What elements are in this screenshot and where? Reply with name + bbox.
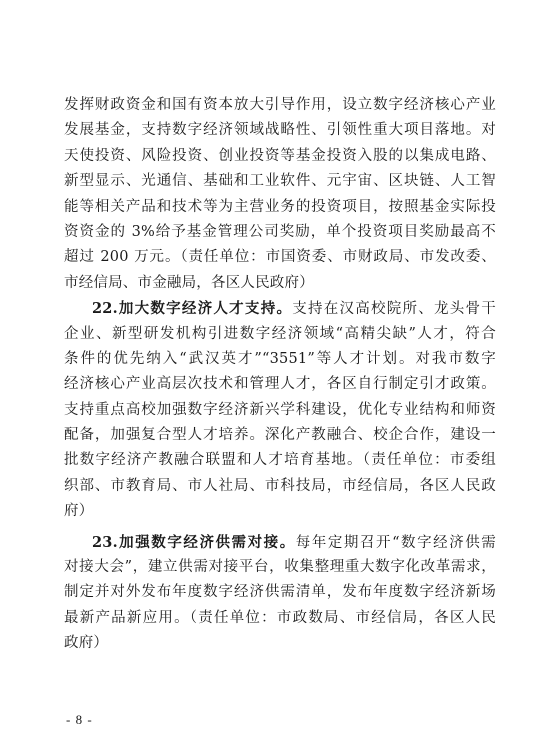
text-line: 对接大会”，建立供需对接平台，收集整理重大数字化改革需求， bbox=[64, 559, 496, 576]
item-text: 每年定期召开“数字经济供需 bbox=[295, 534, 497, 551]
text-line: 资资金的 3%给予基金管理公司奖励，单个投资项目奖励最高不 bbox=[64, 223, 496, 240]
text-line: 超过 200 万元。（责任单位：市国资委、市财政局、市发改委、 bbox=[64, 249, 496, 266]
text-line: 新型显示、光通信、基础和工业软件、元宇宙、区块链、人工智 bbox=[64, 173, 496, 190]
text-line: 政府） bbox=[64, 635, 109, 652]
text-line: 发挥财政资金和国有资本放大引导作用，设立数字经济核心产业 bbox=[64, 97, 496, 113]
paragraph-item-22 bbox=[64, 296, 496, 525]
text-line: 织部、市教育局、市人社局、市科技局，市经信局，各区人民政 bbox=[64, 477, 496, 494]
document-body bbox=[64, 93, 496, 657]
text-line: 企业、新型研发机构引进数字经济领域“高精尖缺”人才，符合 bbox=[64, 325, 496, 342]
item-heading: 22.加大数字经济人才支持。 bbox=[92, 300, 293, 318]
paragraph-item-23 bbox=[64, 530, 496, 657]
text-line: 制定并对外发布年度数字经济供需清单，发布年度数字经济新场 bbox=[64, 584, 496, 601]
text-line: 能等相关产品和技术等为主营业务的投资项目，按照基金实际投 bbox=[64, 198, 496, 215]
text-line: 经济核心产业高层次技术和管理人才，各区自行制定引才政策。 bbox=[64, 376, 496, 393]
text-line: 配备，加强复合型人才培养。深化产教融合、校企合作，建设一 bbox=[64, 427, 496, 444]
page-number: - 8 - bbox=[66, 712, 93, 727]
text-line bbox=[64, 530, 496, 555]
text-line: 市经信局、市金融局，各区人民政府） bbox=[64, 274, 314, 291]
text-line: 批数字经济产教融合联盟和人才培育基地。（责任单位：市委组 bbox=[64, 452, 496, 469]
paragraph-investment-fund bbox=[64, 93, 496, 296]
text-line: 发展基金，支持数字经济领域战略性、引领性重大项目落地。对 bbox=[64, 122, 496, 139]
text-line bbox=[64, 296, 496, 321]
text-line: 条件的优先纳入“武汉英才”“3551”等人才计划。对我市数字 bbox=[64, 350, 496, 367]
text-line: 最新产品新应用。（责任单位：市政数局、市经信局，各区人民 bbox=[64, 609, 496, 626]
item-heading: 23.加强数字经济供需对接。 bbox=[92, 533, 296, 551]
text-line: 天使投资、风险投资、创业投资等基金投资入股的以集成电路、 bbox=[64, 147, 496, 164]
item-text: 支持在汉高校院所、龙头骨干 bbox=[292, 301, 496, 318]
text-line: 府） bbox=[64, 503, 94, 520]
text-line: 支持重点高校加强数字经济新兴学科建设，优化专业结构和师资 bbox=[64, 401, 496, 418]
